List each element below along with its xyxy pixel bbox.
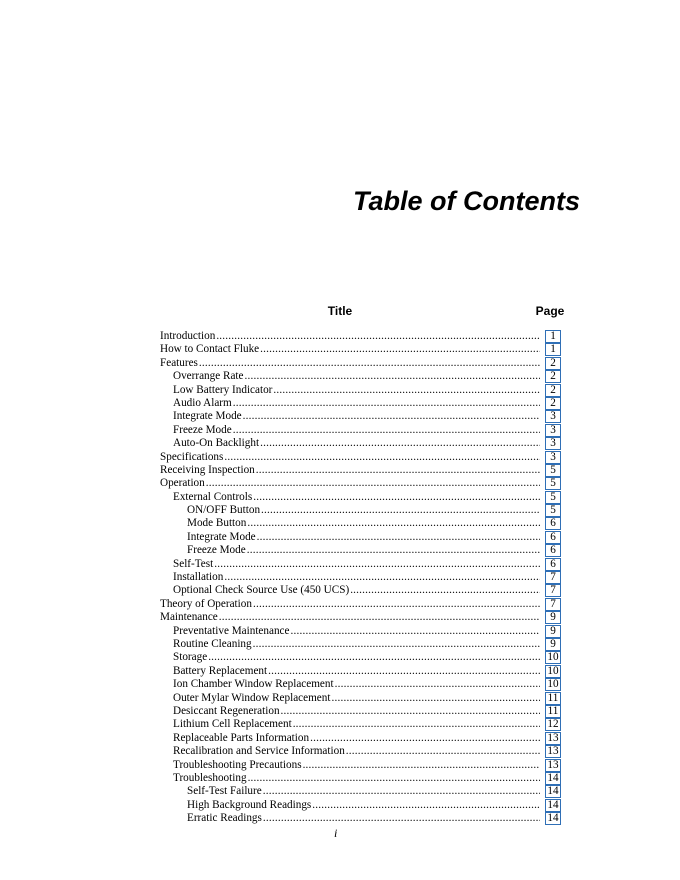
toc-entry-title[interactable]: Operation (160, 477, 205, 490)
toc-entry-title[interactable]: Recalibration and Service Information (173, 745, 345, 758)
dot-leader (216, 330, 540, 343)
toc-page-link[interactable]: 14 (545, 812, 561, 825)
dot-leader (273, 384, 540, 397)
dot-leader (247, 544, 540, 557)
toc-entry-title[interactable]: Lithium Cell Replacement (173, 718, 292, 731)
toc-page-link[interactable]: 11 (545, 705, 561, 718)
toc-entry-title[interactable]: Ion Chamber Window Replacement (173, 678, 334, 691)
dot-leader (248, 772, 540, 785)
dot-leader (245, 370, 540, 383)
toc-page-link[interactable]: 3 (545, 424, 561, 437)
toc-page-link[interactable]: 2 (545, 397, 561, 410)
toc-page-link[interactable]: 14 (545, 772, 561, 785)
toc-entry-title[interactable]: Replaceable Parts Information (173, 731, 310, 744)
toc-entry-title[interactable]: Self-Test Failure (187, 785, 262, 798)
toc-page-link[interactable]: 1 (545, 330, 561, 343)
toc-page-link[interactable]: 5 (545, 504, 561, 517)
toc-page-link[interactable]: 9 (545, 638, 561, 651)
dot-leader (281, 705, 540, 718)
toc-entry[interactable] (160, 665, 562, 678)
dot-leader (263, 812, 540, 825)
toc-page-link[interactable]: 14 (545, 799, 561, 812)
toc-entry-title[interactable]: External Controls (173, 490, 253, 503)
dot-leader (293, 718, 540, 731)
toc-entry[interactable] (160, 330, 562, 343)
toc-entry[interactable] (160, 451, 562, 464)
dot-leader (243, 410, 540, 423)
toc-entry-title[interactable]: Auto-On Backlight (173, 437, 260, 450)
toc-page-link[interactable]: 10 (545, 678, 561, 691)
page-title: Table of Contents (353, 186, 580, 216)
toc-entry[interactable] (160, 772, 562, 785)
page-number: i (334, 826, 338, 840)
toc-entry-title[interactable]: Theory of Operation (160, 597, 252, 610)
toc-page-link[interactable]: 2 (545, 370, 561, 383)
toc-entry[interactable] (160, 437, 562, 450)
toc-page-link[interactable]: 3 (545, 451, 561, 464)
dot-leader (312, 799, 540, 812)
toc-entry-title[interactable]: Battery Replacement (173, 664, 268, 677)
toc-entry-title[interactable]: Troubleshooting Precautions (173, 758, 302, 771)
toc-entry[interactable] (160, 464, 562, 477)
toc-entry[interactable] (160, 611, 562, 624)
toc-entry[interactable] (160, 718, 562, 731)
toc-entry[interactable] (160, 397, 562, 410)
toc-page-link[interactable]: 5 (545, 464, 561, 477)
toc-entry-title[interactable]: High Background Readings (187, 798, 312, 811)
toc-entry-title[interactable]: How to Contact Fluke (160, 343, 260, 356)
toc-entry[interactable] (160, 812, 562, 825)
toc-page-link[interactable]: 13 (545, 759, 561, 772)
dot-leader (253, 491, 540, 504)
toc-page-link[interactable]: 12 (545, 718, 561, 731)
dot-leader (199, 357, 540, 370)
dot-leader (303, 759, 540, 772)
toc-page-link[interactable]: 7 (545, 584, 561, 597)
toc-entry[interactable] (160, 584, 562, 597)
toc-page-link[interactable]: 6 (545, 517, 561, 530)
toc-entry[interactable] (160, 732, 562, 745)
toc-page-link[interactable]: 6 (545, 544, 561, 557)
toc-entry[interactable] (160, 799, 562, 812)
dot-leader (331, 692, 540, 705)
toc-entry[interactable] (160, 705, 562, 718)
toc-entry[interactable] (160, 598, 562, 611)
toc-entry[interactable] (160, 745, 562, 758)
dot-leader (260, 343, 540, 356)
dot-leader (346, 745, 540, 758)
toc-page-link[interactable]: 6 (545, 531, 561, 544)
toc-entry-title[interactable]: Audio Alarm (173, 396, 232, 409)
dot-leader (310, 732, 540, 745)
dot-leader (224, 451, 540, 464)
toc-entry[interactable] (160, 638, 562, 651)
toc-entry-title[interactable]: Troubleshooting (173, 771, 247, 784)
toc-entry-title[interactable]: Integrate Mode (173, 410, 242, 423)
toc-entry-title[interactable]: ON/OFF Button (187, 504, 261, 517)
toc-entry[interactable] (160, 785, 562, 798)
toc-entry-title[interactable]: Features (160, 356, 198, 369)
toc-page-link[interactable]: 13 (545, 745, 561, 758)
dot-leader (224, 571, 540, 584)
table-of-contents (160, 330, 562, 825)
dot-leader (268, 665, 540, 678)
toc-page-link[interactable]: 10 (545, 665, 561, 678)
toc-entry-title[interactable]: Desiccant Regeneration (173, 704, 280, 717)
dot-leader (214, 558, 540, 571)
dot-leader (260, 437, 540, 450)
toc-entry-title[interactable]: Erratic Readings (187, 812, 262, 825)
toc-entry-title[interactable]: Integrate Mode (187, 530, 256, 543)
toc-page-link[interactable]: 10 (545, 651, 561, 664)
toc-entry-title[interactable]: Installation (173, 571, 224, 584)
toc-entry[interactable] (160, 651, 562, 664)
toc-entry-title[interactable]: Freeze Mode (173, 423, 232, 436)
toc-page-link[interactable]: 6 (545, 558, 561, 571)
toc-entry[interactable] (160, 571, 562, 584)
toc-entry[interactable] (160, 544, 562, 557)
dot-leader (263, 785, 540, 798)
toc-page-link[interactable]: 2 (545, 384, 561, 397)
dot-leader (257, 531, 540, 544)
toc-entry[interactable] (160, 357, 562, 370)
dot-leader (233, 397, 540, 410)
toc-entry[interactable] (160, 625, 562, 638)
toc-entry-title[interactable]: Mode Button (187, 517, 247, 530)
toc-entry[interactable] (160, 370, 562, 383)
title-column-header: Title (327, 304, 353, 318)
toc-entry-title[interactable]: Routine Cleaning (173, 637, 252, 650)
dot-leader (247, 517, 540, 530)
toc-page-link[interactable]: 7 (545, 598, 561, 611)
toc-entry[interactable] (160, 759, 562, 772)
toc-page-link[interactable]: 5 (545, 477, 561, 490)
toc-page-link[interactable]: 13 (545, 732, 561, 745)
toc-page-link[interactable]: 3 (545, 410, 561, 423)
dot-leader (256, 464, 540, 477)
toc-entry[interactable] (160, 531, 562, 544)
dot-leader (261, 504, 540, 517)
toc-entry-title[interactable]: Freeze Mode (187, 544, 246, 557)
toc-entry[interactable] (160, 678, 562, 691)
toc-entry[interactable] (160, 692, 562, 705)
dot-leader (253, 598, 540, 611)
dot-leader (335, 678, 540, 691)
dot-leader (219, 611, 540, 624)
toc-page-link[interactable]: 2 (545, 357, 561, 370)
toc-page-link[interactable]: 7 (545, 571, 561, 584)
toc-entry[interactable] (160, 410, 562, 423)
toc-entry[interactable] (160, 504, 562, 517)
dot-leader (208, 651, 540, 664)
toc-entry[interactable] (160, 517, 562, 530)
page-column-header: Page (535, 304, 565, 318)
toc-entry[interactable] (160, 491, 562, 504)
toc-entry-title[interactable]: Optional Check Source Use (450 UCS) (173, 584, 350, 597)
dot-leader (206, 477, 540, 490)
toc-page-link[interactable]: 5 (545, 491, 561, 504)
toc-page-link[interactable]: 1 (545, 343, 561, 356)
toc-entry-title[interactable]: Overrange Rate (173, 370, 244, 383)
dot-leader (350, 584, 540, 597)
toc-page-link[interactable]: 11 (545, 692, 561, 705)
toc-entry[interactable] (160, 424, 562, 437)
toc-page-link[interactable]: 9 (545, 625, 561, 638)
toc-entry-title[interactable]: Introduction (160, 330, 216, 342)
toc-entry[interactable] (160, 558, 562, 571)
dot-leader (253, 638, 540, 651)
toc-entry-title[interactable]: Storage (173, 651, 208, 664)
toc-page-link[interactable]: 14 (545, 785, 561, 798)
toc-entry[interactable] (160, 343, 562, 356)
toc-entry-title[interactable]: Preventative Maintenance (173, 624, 290, 637)
dot-leader (291, 625, 541, 638)
toc-entry[interactable] (160, 477, 562, 490)
dot-leader (233, 424, 540, 437)
toc-entry-title[interactable]: Receiving Inspection (160, 463, 255, 476)
toc-entry-title[interactable]: Specifications (160, 450, 224, 463)
toc-entry-title[interactable]: Self-Test (173, 557, 214, 570)
toc-page-link[interactable]: 9 (545, 611, 561, 624)
toc-entry-title[interactable]: Low Battery Indicator (173, 383, 273, 396)
toc-entry-title[interactable]: Maintenance (160, 611, 218, 624)
toc-page-link[interactable]: 3 (545, 437, 561, 450)
toc-entry-title[interactable]: Outer Mylar Window Replacement (173, 691, 331, 704)
toc-entry[interactable] (160, 384, 562, 397)
